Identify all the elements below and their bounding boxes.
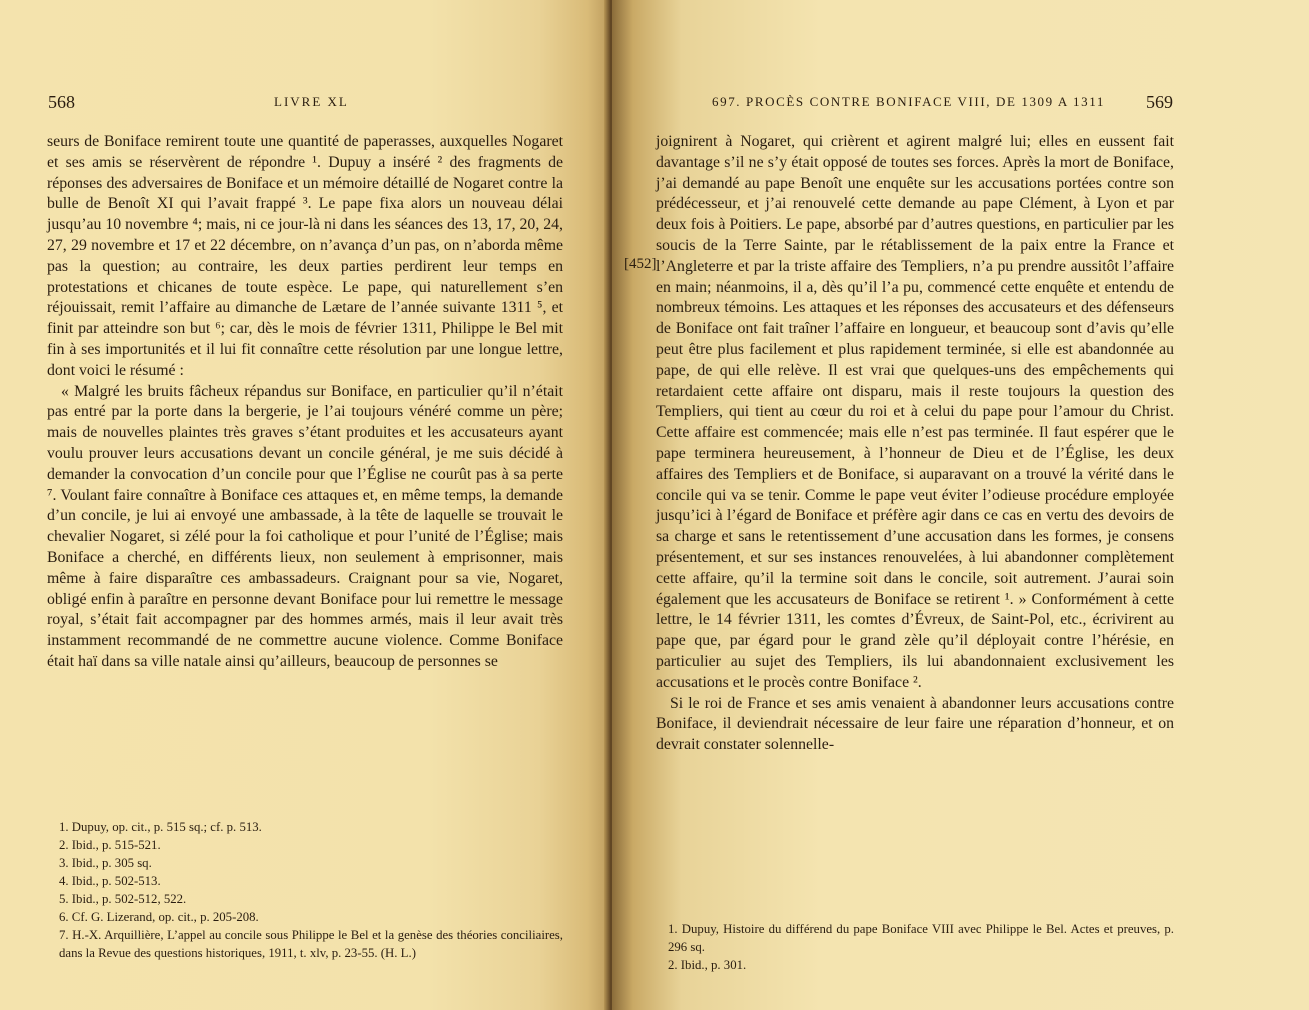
footnote: 5. Ibid., p. 502-512, 522. [59, 892, 187, 906]
footnote: 4. Ibid., p. 502-513. [59, 874, 161, 888]
page-number: 568 [48, 92, 75, 112]
footnote: 6. Cf. G. Lizerand, op. cit., p. 205-208. [59, 910, 259, 924]
footnote: 2. Ibid., p. 515-521. [59, 838, 161, 852]
running-head: 697. PROCÈS CONTRE BONIFACE VIII, DE 1309 A 1311 [712, 94, 1105, 109]
margin-page-reference: [452] [624, 256, 657, 272]
right-page [612, 0, 1309, 1010]
footnote: 1. Dupuy, op. cit., p. 515 sq.; cf. p. 513. [59, 820, 262, 834]
running-head: LIVRE XL [274, 94, 349, 109]
left-footnotes [47, 818, 563, 962]
paragraph: seurs de Boniface remirent toute une quantité de paperasses, auxquelles Nogaret et ses amis se réservèrent de répondre ¹. Dupuy a inséré ² des fragments de réponses des adversaires de Boniface et un mémoire détaillé de Nogaret contre la bulle de Benoît XI qui l’avait frappé ³. Le pape fixa alors un nouveau délai jusqu’au 10 novembre ⁴; mais, ni ce jour-là ni dans les séances des 13, 17, 20, 24, 27, 29 novembre et 17 et 22 décembre, on n’avança d’un pas, on n’aborda même pas la question; au contraire, les deux parties perdirent leur temps en protestations et chicanes de toute espèce. Le pape, qui naturellement s’en réjouissait, remit l’affaire au dimanche de Lætare de l’année suivante 1311 ⁵, et finit par atteindre son but ⁶; car, dès le mois de février 1311, Philippe le Bel mit fin à ses importunités et il lui fit connaître cette résolution par une longue lettre, dont voici le résumé : [47, 133, 563, 379]
left-page [0, 0, 612, 1010]
paragraph: « Malgré les bruits fâcheux répandus sur Boniface, en particulier qu’il n’était pas entré par la porte dans la bergerie, je l’ai toujours vénéré comme un père; mais de nouvelles plaintes très graves s’étant produites et les accusateurs ayant voulu prouver leurs accusations devant un concile général, je me suis décidé à demander la convocation d’un concile pour que l’Église ne courût pas à sa perte ⁷. Voulant faire connaître à Boniface ces attaques et, en même temps, la demande d’un concile, je lui ai envoyé une ambassade, à la tête de laquelle se trouvait le chevalier Nogaret, si zélé pour la foi catholique et pour l’unité de l’Église; mais Boniface a cherché, en différents lieux, non seulement à emprisonner, mais même à faire disparaître ces ambassadeurs. Craignant pour sa vie, Nogaret, obligé enfin à paraître en personne devant Boniface pour lui remettre le message royal, s’était fait accompagner par des hommes armés, mais il leur avait très instamment recommandé de ne commettre aucune violence. Comme Boniface était haï dans sa ville natale ainsi qu’ailleurs, beaucoup de personnes se [47, 382, 563, 670]
footnote: 3. Ibid., p. 305 sq. [59, 856, 152, 870]
left-body [47, 132, 563, 673]
footnote: 7. H.-X. Arquillière, L’appel au concile sous Philippe le Bel et la genèse des théories conciliaires, dans la Revue des questions historiques, 1911, t. xlv, p. 23-55. (H. L.) [59, 928, 563, 960]
footnote: 2. Ibid., p. 301. [668, 958, 747, 972]
footnote: 1. Dupuy, Histoire du différend du pape Boniface VIII avec Philippe le Bel. Actes et preuves, p. 296 sq. [668, 922, 1174, 954]
page-number: 569 [1146, 92, 1173, 112]
paragraph: Si le roi de France et ses amis venaient à abandonner leurs accusations contre Boniface, il deviendrait nécessaire de leur faire une réparation d’honneur, et on devrait constater solennelle- [656, 694, 1174, 754]
paragraph: joignirent à Nogaret, qui crièrent et agirent malgré lui; elles en eussent fait davantage s’il ne s’y était opposé de toutes ses forces. Après la mort de Boniface, j’ai demandé au pape Benoît une enquête sur les accusations portées contre son prédécesseur, et j’ai renouvelé cette demande au pape Clément, à Lyon et par deux fois à Poitiers. Le pape, absorbé par d’autres questions, en particulier par les soucis de la Terre Sainte, par le rétablissement de la paix entre la France et l’Angleterre et par la triste affaire des Templiers, n’a pu prendre aussitôt l’affaire en main; néanmoins, il a, dès qu’il l’a pu, commencé cette enquête et entendu de nombreux témoins. Les attaques et les réponses des accusateurs et des défenseurs de Boniface ont fait traîner l’affaire en longueur, et beaucoup sont d’avis qu’elle peut être plus facilement et plus rapidement terminée, si elle est abandonnée au pape, de qui elle relève. Il est vrai que quelques-uns des empêchements qui retardaient cette affaire ont disparu, mais il reste toujours la question des Templiers, qui tient au cœur du roi et à celui du pape pour l’amour du Christ. Cette affaire est commencée; mais elle n’est pas terminée. Il faut espérer que le pape terminera heureusement, à l’honneur de Dieu et de l’Église, les deux affaires des Templiers et de Boniface, si auparavant on a trouvé la vérité dans le concile qui va se tenir. Comme le pape veut éviter l’odieuse procédure employée jusqu’ici à l’égard de Boniface et préfère agir dans ce cas en vertu des devoirs de sa charge et sans le retentissement d’une accusation dans les formes, je consens présentement, et sur ses instances renouvelées, à lui abandonner complètement cette affaire, qu’il la termine soit dans le concile, soit autrement. J’aurai soin également que les accusateurs de Boniface se retirent ¹. » Conformément à cette lettre, le 14 février 1311, les comtes d’Évreux, de Saint-Pol, etc., écrivirent au pape que, par égard pour le grand zèle qu’il déployait contre l’hérésie, en particulier au sujet des Templiers, ils lui abandonnaient exclusivement les accusations et le procès contre Boniface ². [656, 133, 1174, 691]
right-body [656, 132, 1174, 756]
right-footnotes [656, 920, 1174, 974]
